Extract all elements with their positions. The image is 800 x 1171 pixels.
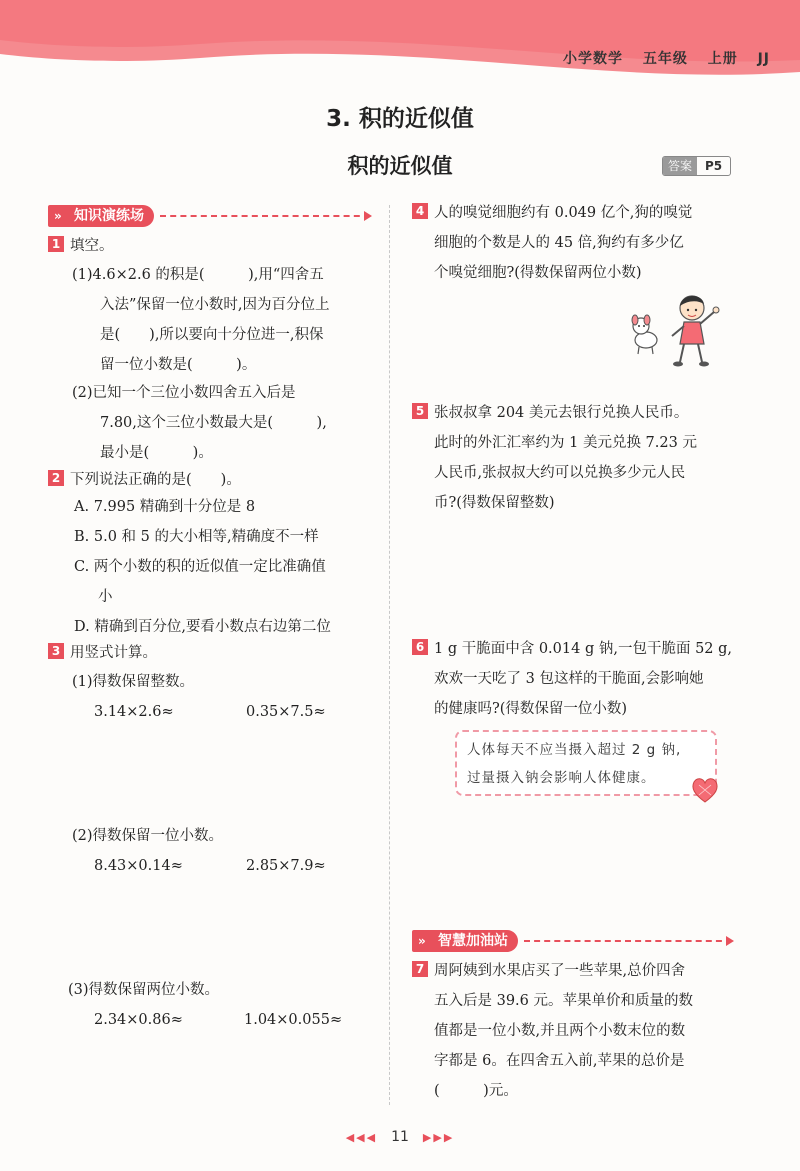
answer-page: P5	[705, 159, 723, 173]
question-1-part-1: (1)4.6×2.6 的积是( ),用“四舍五 入法”保留一位小数时,因为百分位上 是( ),所以要向十分位进一,积保 留一位小数是( )。	[72, 267, 330, 373]
calc-1b: 0.35×7.5≈	[246, 704, 326, 720]
question-2-stem: 2 下列说法正确的是( )。	[48, 470, 241, 490]
question-4: 4 人的嗅觉细胞约有 0.049 亿个,狗的嗅觉 细胞的个数是人的 45 倍,狗约有多少亿 个嗅觉细胞?(得数保留两位小数)	[412, 198, 692, 288]
header-subject: 小学数学	[562, 51, 623, 67]
question-2-options: A. 7.995 精确到十分位是 8 B. 5.0 和 5 的大小相等,精确度不一样 C. 两个小数的积的近似值一定比准确值 小 D. 精确到百分位,要看小数点右边第二位	[74, 492, 331, 642]
question-6: 6 1 g 干脆面中含 0.014 g 钠,一包干脆面 52 g, 欢欢一天吃了 3 包这样的干脆面,会影响她 的健康吗?(得数保留一位小数)	[412, 634, 732, 724]
next-arrows-icon: ▶▶▶	[422, 1131, 455, 1144]
option-c: C. 两个小数的积的近似值一定比准确值	[74, 559, 326, 575]
header-volume: 上册	[707, 51, 738, 67]
option-d: D. 精确到百分位,要看小数点右边第二位	[74, 619, 331, 635]
prev-arrows-icon: ◀◀◀	[345, 1131, 378, 1144]
tip-box: 人体每天不应当摄入超过 2 g 钠, 过量摄入钠会影响人体健康。	[455, 730, 717, 796]
calc-2b: 2.85×7.9≈	[246, 858, 326, 874]
calc-3b: 1.04×0.055≈	[244, 1012, 343, 1028]
section-title-practice: 知识演练场	[74, 208, 144, 224]
question-5: 5 张叔叔拿 204 美元去银行兑换人民币。 此时的外汇汇率约为 1 美元兑换 7.23 元 人民币,张叔叔大约可以兑换多少元人民 币?(得数保留整数)	[412, 398, 697, 518]
header-grade: 五年级	[642, 51, 688, 67]
section-banner-challenge	[412, 930, 732, 952]
answer-label: 答案	[663, 157, 697, 175]
question-3-stem: 3 用竖式计算。	[48, 643, 157, 663]
calc-1a: 3.14×2.6≈	[94, 704, 174, 720]
question-3-sub-1: (1)得数保留整数。	[72, 674, 195, 690]
option-a: A. 7.995 精确到十分位是 8	[74, 499, 256, 515]
question-1-stem: 1 填空。	[48, 236, 114, 256]
banner-arrow-icon: »	[418, 934, 426, 948]
lesson-title: 积的近似值	[347, 154, 453, 178]
question-1-part-2: (2)已知一个三位小数四舍五入后是 7.80,这个三位小数最大是( ), 最小是( )。	[72, 385, 327, 461]
boy-and-dog-illustration	[626, 290, 726, 370]
header-wave	[0, 0, 800, 80]
column-divider	[389, 205, 390, 1105]
question-3-sub-3: (3)得数保留两位小数。	[68, 982, 220, 998]
heart-icon	[690, 776, 720, 804]
calc-3a: 2.34×0.86≈	[94, 1012, 183, 1028]
section-title-challenge: 智慧加油站	[438, 933, 508, 949]
answer-reference	[662, 156, 731, 176]
question-7: 7 周阿姨到水果店买了一些苹果,总价四舍 五入后是 39.6 元。苹果单价和质量的数 值都是一位小数,并且两个小数末位的数 字都是 6。在四舍五入前,苹果的总价是 ( )元。	[412, 956, 693, 1106]
header-edition: JJ	[757, 51, 770, 67]
section-banner-practice	[48, 205, 370, 227]
calc-2a: 8.43×0.14≈	[94, 858, 183, 874]
page-number: 11	[391, 1129, 409, 1145]
banner-arrow-icon: »	[54, 209, 62, 223]
chapter-title: 3. 积的近似值	[326, 106, 474, 132]
option-b: B. 5.0 和 5 的大小相等,精确度不一样	[74, 529, 319, 545]
page-number-bar	[0, 1129, 800, 1145]
question-3-sub-2: (2)得数保留一位小数。	[72, 828, 224, 844]
header-book-info	[549, 48, 770, 68]
